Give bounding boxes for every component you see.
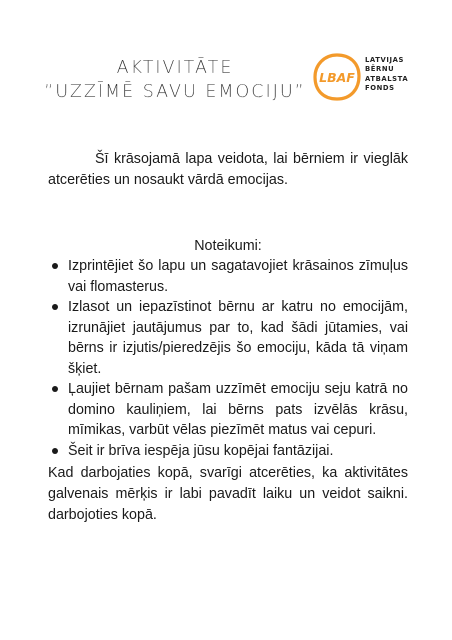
title-line-1: AKTIVITĀTE	[116, 58, 234, 78]
rule-text: Izlasot un iepazīstinot bērnu ar katru no emocijām, izrunājiet jautājumus par to, kad šādi jūtamies, vai bērns ir izjutis/pieredzējis šo emociju, kāda tā viņam šķiet.	[68, 299, 408, 377]
rule-item	[48, 379, 408, 441]
rule-text: Šeit ir brīva iespēja jūsu kopējai fantāzijai.	[68, 442, 334, 459]
bullet-icon	[52, 304, 58, 310]
bullet-icon	[52, 448, 58, 454]
bullet-icon	[52, 386, 58, 392]
bullet-icon	[52, 263, 58, 269]
lbaf-logo-mark-text: LBAF	[319, 70, 355, 85]
rule-item	[48, 297, 408, 379]
logo-line: ATBALSTA	[365, 74, 409, 83]
lbaf-logo	[312, 52, 412, 104]
rule-item	[48, 256, 408, 297]
logo-wordmark	[365, 56, 408, 93]
logo-line: BĒRNU	[365, 65, 395, 74]
rules-heading: Noteikumi:	[194, 238, 262, 254]
lbaf-logo-icon	[312, 52, 362, 102]
logo-line: LATVIJAS	[365, 56, 404, 64]
page-title	[40, 56, 310, 104]
rule-text: Izprintējiet šo lapu un sagatavojiet krāsainos zīmuļus vai flomasterus.	[68, 258, 408, 295]
logo-line: FONDS	[365, 83, 395, 92]
rule-item	[48, 441, 408, 462]
intro-paragraph: Šī krāsojamā lapa veidota, lai bērniem ir vieglāk atcerēties un nosaukt vārdā emocijas.	[48, 151, 408, 188]
rules-list	[48, 256, 408, 461]
title-line-2: ”UZZĪMĒ SAVU EMOCIJU”	[44, 82, 306, 102]
rule-text: Ļaujiet bērnam pašam uzzīmēt emociju seju katrā no domino kauliņiem, lai bērns pats izvēlās krāsu, mīmikas, varbūt vēlas piezīmēt matus vai cepuri.	[68, 381, 408, 438]
closing-paragraph: Kad darbojaties kopā, svarīgi atcerēties, ka aktivitātes galvenais mērķis ir labi pavadīt laiku un veidot saikni. darbojoties kopā.	[48, 465, 408, 523]
